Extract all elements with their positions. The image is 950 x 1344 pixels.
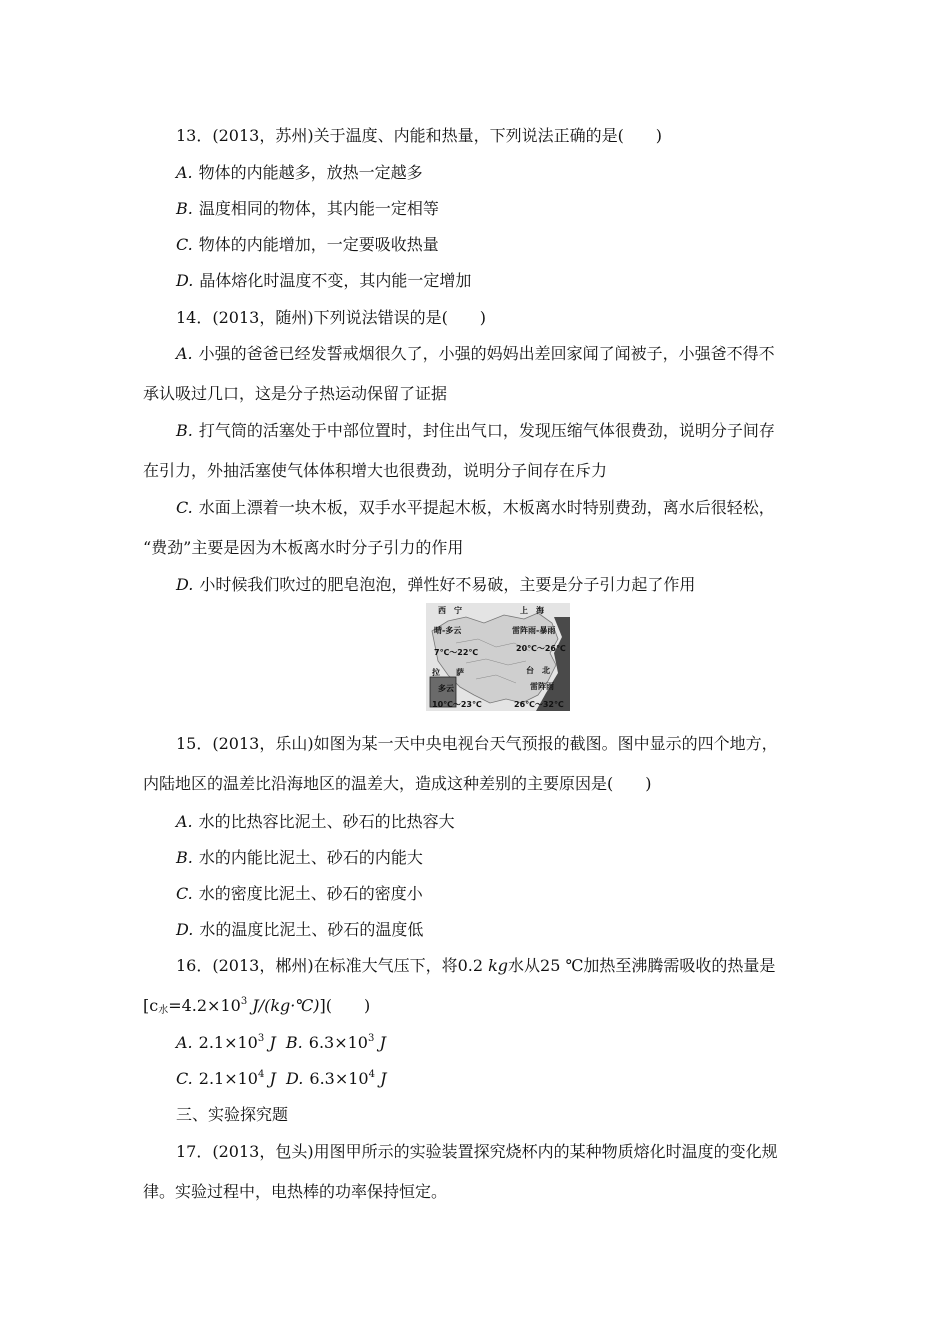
q14-option-a-cont: 承认吸过几口，这是分子热运动保留了证据 [143,384,448,403]
q14-option-d: D. 小时候我们吹过的肥皂泡泡，弹性好不易破，主要是分子引力起了作用 [176,575,696,594]
q14-option-b: B. 打气筒的活塞处于中部位置时，封住出气口，发现压缩气体很费劲，说明分子间存 [176,421,775,440]
q16-stem-cont: [$c_水=4.2\times 10^3$ J/(kg·℃)]( ) [143,996,371,1016]
map-weather-shanghai: 雷阵雨-暴雨 [512,626,556,635]
section-heading: 三、实验探究题 [176,1105,289,1124]
map-label-taibei: 台 北 [526,666,550,675]
map-label-lasa: 拉 萨 [432,668,464,677]
q17-stem-cont: 律。实验过程中，电热棒的功率保持恒定。 [143,1182,448,1201]
q14-option-c-cont: “费劲”主要是因为木板离水时分子引力的作用 [143,538,464,557]
q15-option-b: B. 水的内能比泥土、砂石的内能大 [176,848,423,867]
map-label-xining: 西 宁 [438,606,462,615]
q13-option-d: D. 晶体熔化时温度不变，其内能一定增加 [176,271,472,290]
q13-stem: 13．(2013，苏州)关于温度、内能和热量，下列说法正确的是( ) [176,126,663,145]
q15-option-c: C. 水的密度比泥土、砂石的密度小 [176,884,423,903]
q16-options-ab: A. $2.1\times 10^3$ J B. $6.3\times 10^3$ J [176,1033,386,1052]
q15-option-d: D. 水的温度比泥土、砂石的温度低 [176,920,424,939]
q14-option-a: A. 小强的爸爸已经发誓戒烟很久了，小强的妈妈出差回家闻了闻被子，小强爸不得不 [176,344,775,363]
q13-option-a: A. 物体的内能越多，放热一定越多 [176,163,423,182]
q16-options-cd: C. $2.1\times 10^4$ J D. $6.3\times 10^4$ J [176,1069,387,1088]
map-temp-taibei: 26℃～32℃ [514,700,564,709]
map-temp-xining: 7℃～22℃ [434,648,479,657]
q15-stem: 15．(2013，乐山)如图为某一天中央电视台天气预报的截图。图中显示的四个地方， [176,734,778,753]
map-label-shanghai: 上 海 [520,606,544,615]
map-weather-taibei: 雷阵雨 [530,682,554,691]
q15-stem-cont: 内陆地区的温差比沿海地区的温差大，造成这种差别的主要原因是( ) [143,774,652,793]
q14-stem: 14．(2013，随州)下列说法错误的是( ) [176,308,487,327]
q13-option-b: B. 温度相同的物体，其内能一定相等 [176,199,439,218]
q17-stem: 17．(2013，包头)用图甲所示的实验装置探究烧杯内的某种物质熔化时温度的变化规 [176,1142,778,1161]
weather-map-figure [426,603,570,711]
q16-stem: 16．(2013，郴州)在标准大气压下，将0.2 kg水从25 ℃加热至沸腾需吸收的热量是 [176,956,776,975]
map-weather-lasa: 多云 [438,684,454,693]
q13-option-c: C. 物体的内能增加，一定要吸收热量 [176,235,439,254]
q14-option-c: C. 水面上漂着一块木板，双手水平提起木板，木板离水时特别费劲，离水后很轻松， [176,498,775,517]
map-weather-xining: 晴-多云 [434,626,462,635]
q15-option-a: A. 水的比热容比泥土、砂石的比热容大 [176,812,455,831]
q14-option-b-cont: 在引力，外抽活塞使气体体积增大也很费劲，说明分子间存在斥力 [143,461,608,480]
map-temp-shanghai: 20℃～26℃ [516,644,566,653]
map-temp-lasa: 10℃～23℃ [432,700,482,709]
